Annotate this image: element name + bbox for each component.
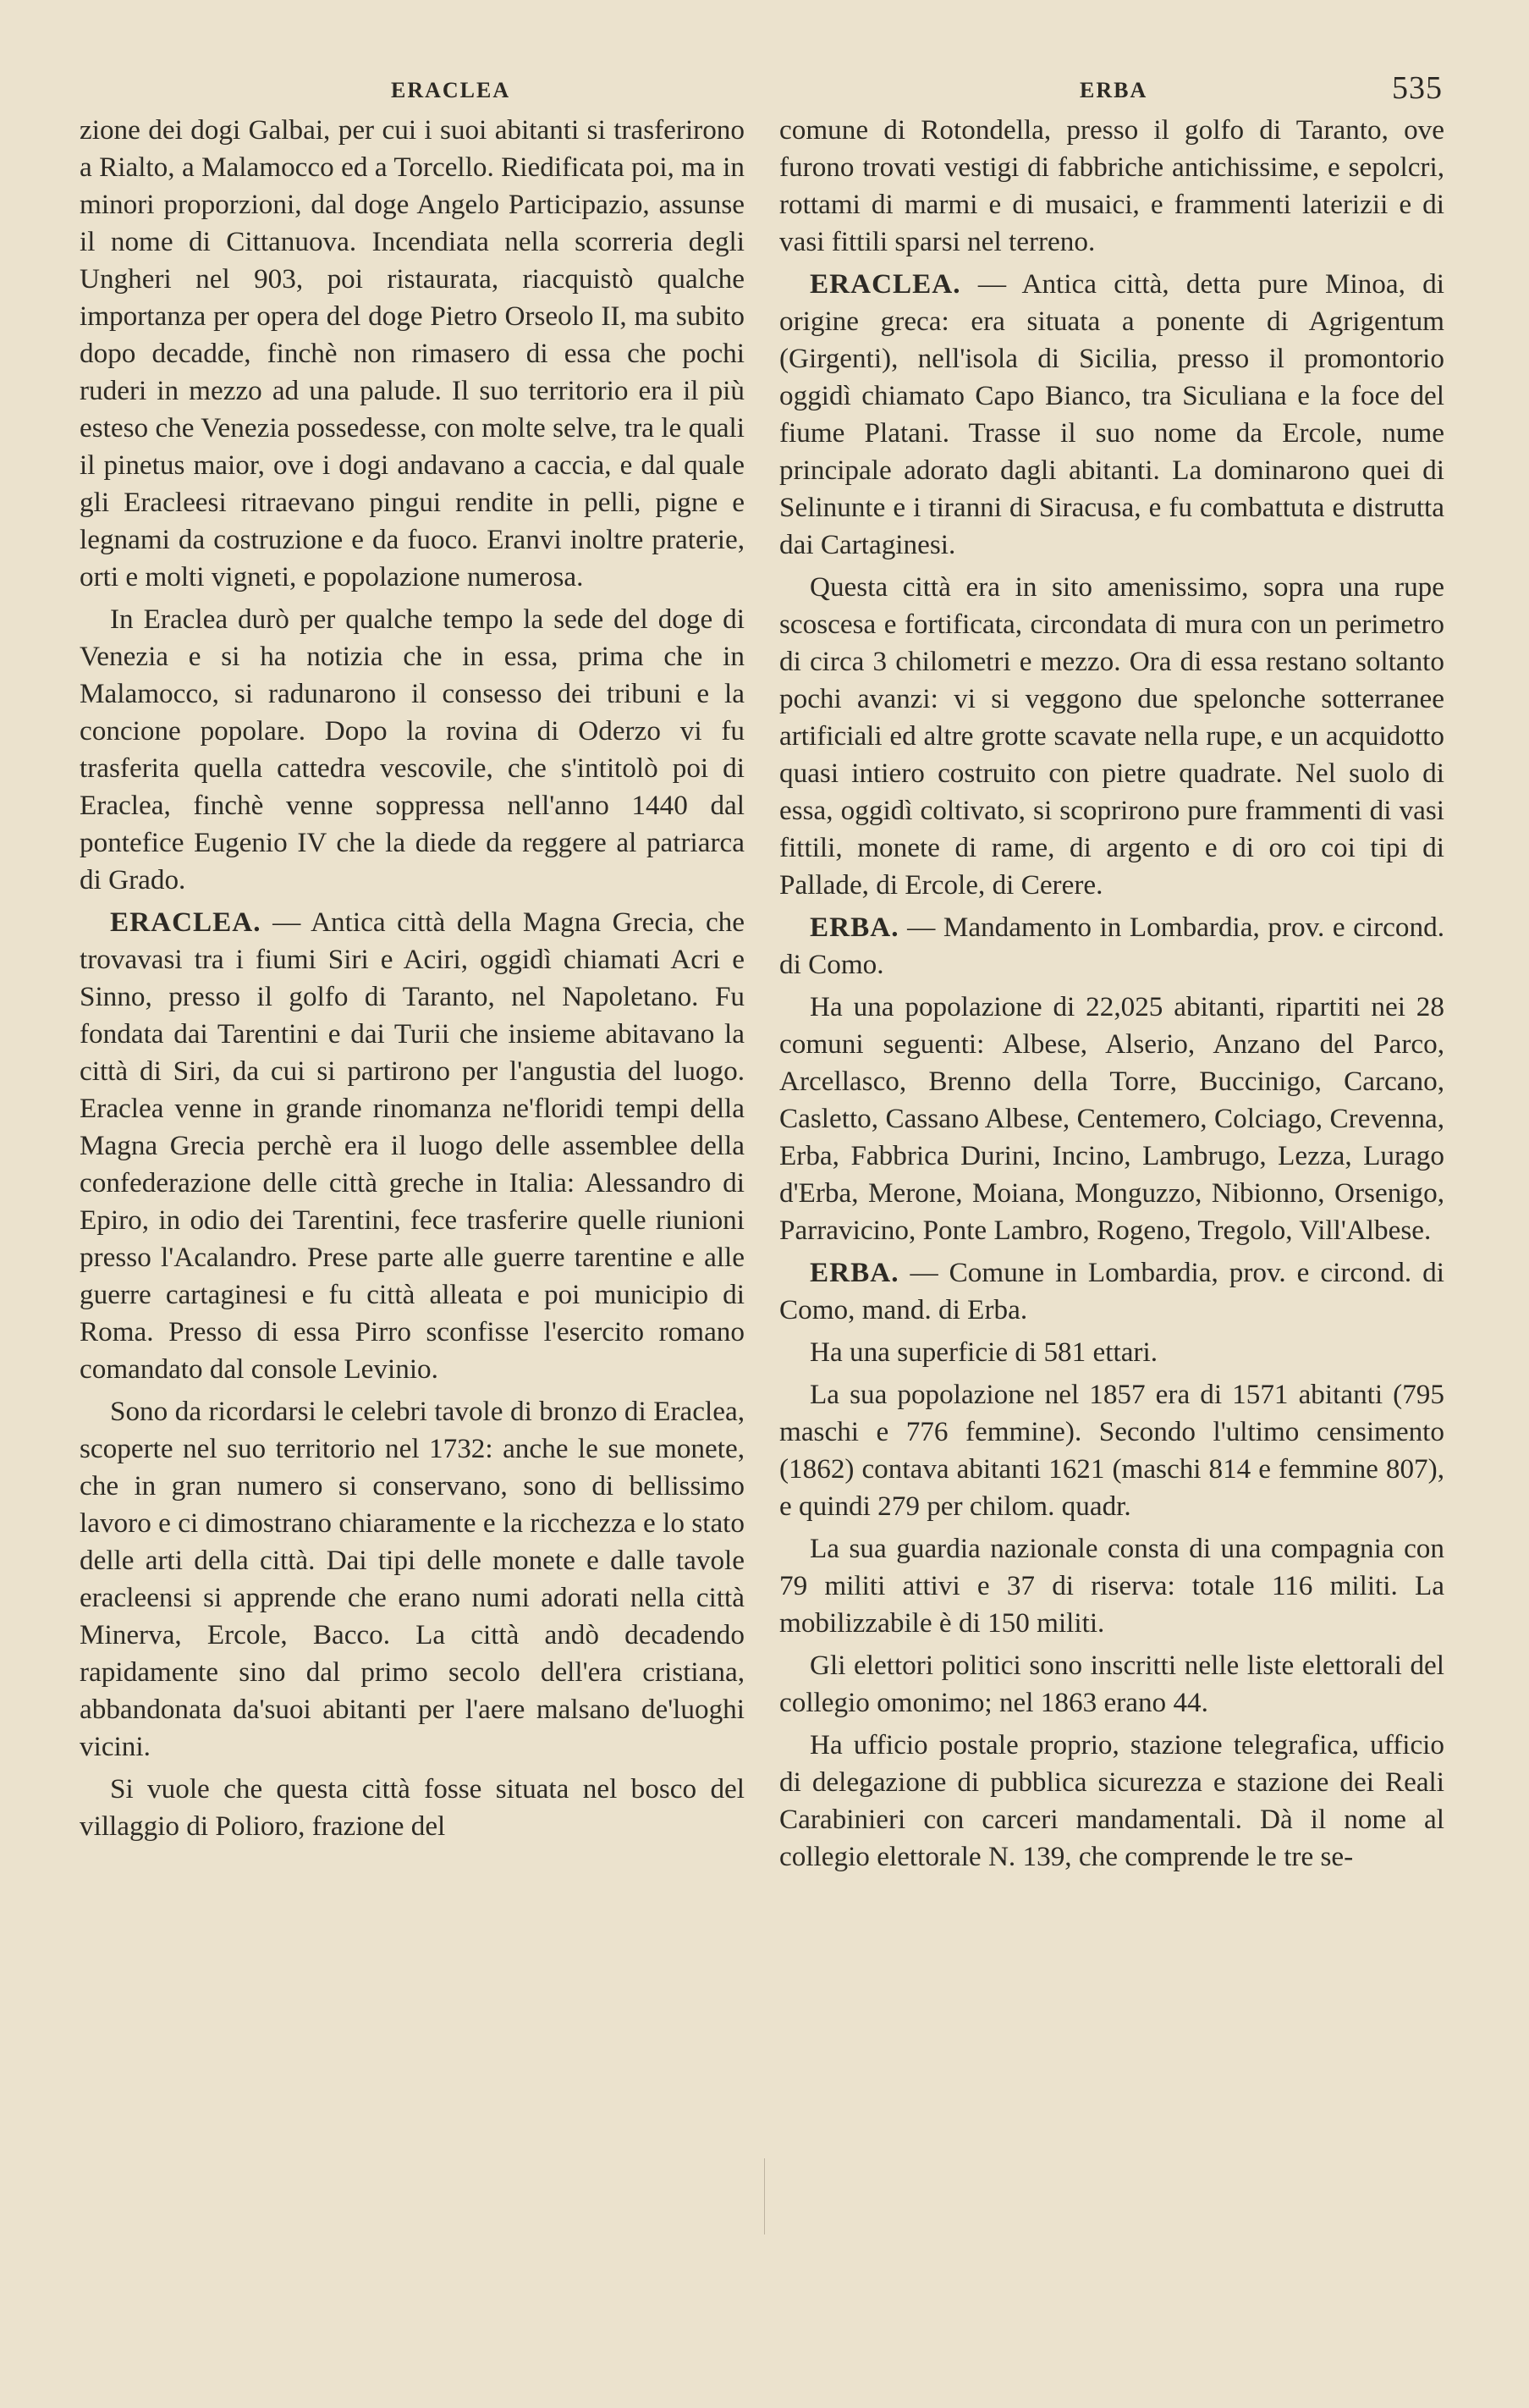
continued-paragraph xyxy=(779,112,1444,261)
dictionary-entry xyxy=(80,904,745,1388)
paragraph-text: — Mandamento in Lombardia, prov. e circond. di Como. xyxy=(779,912,1444,980)
entry-headword: ERACLEA. xyxy=(110,906,261,938)
dictionary-entry xyxy=(779,1254,1444,1329)
running-header xyxy=(0,69,1529,112)
paragraph xyxy=(779,1647,1444,1722)
paragraph xyxy=(779,1334,1444,1371)
right-running-head: ERBA xyxy=(1080,78,1148,102)
entry-headword: ERACLEA. xyxy=(810,268,961,300)
left-running-head: ERACLEA xyxy=(391,78,511,102)
entry-headword: ERBA. xyxy=(810,912,899,943)
paragraph-text: Sono da ricordarsi le celebri tavole di bronzo di Eraclea, scoperte nel suo territorio nel 1732: anche le sue monete, che in gran numero si conservano, sono di bellissimo lavoro e ci dimostrano chiaramente e la ricchezza e lo stato delle arti della città. Dai tipi delle monete e dalle tavole eracleensi si apprende che erano numi adorati nella città Minerva, Ercole, Bacco. La città andò decadendo rapidamente sino dal primo secolo dell'era cristiana, abbandonata da'suoi abitanti per l'aere malsano de'luoghi vicini. xyxy=(80,1396,745,1762)
paragraph-text: In Eraclea durò per qualche tempo la sede del doge di Venezia e si ha notizia che in essa, prima che in Malamocco, si radunarono il consesso dei tribuni e la concione popolare. Dopo la rovina di Oderzo vi fu trasferita quella cattedra vescovile, che s'intitolò poi di Eraclea, finchè venne soppressa nell'anno 1440 dal pontefice Eugenio IV che la diede da reggere al patriarca di Grado. xyxy=(80,603,745,895)
dictionary-entry xyxy=(779,266,1444,564)
left-column xyxy=(80,112,745,1850)
paragraph-text: Ha una superficie di 581 ettari. xyxy=(810,1336,1158,1368)
paragraph xyxy=(779,1376,1444,1525)
paragraph-text: Gli elettori politici sono inscritti nelle liste elettorali del collegio omonimo; nel 1863 erano 44. xyxy=(779,1650,1444,1718)
dictionary-entry xyxy=(779,909,1444,984)
paragraph-text: — Comune in Lombardia, prov. e circond. di Como, mand. di Erba. xyxy=(779,1257,1444,1325)
paragraph-text: — Antica città della Magna Grecia, che trovavasi tra i fiumi Siri e Aciri, oggidì chiamati Acri e Sinno, presso il golfo di Taranto, nel Napoletano. Fu fondata dai Tarentini e dai Turii che insieme abitavano la città di Siri, da cui si partirono per l'angustia del luogo. Eraclea venne in grande rinomanza ne'floridi tempi della Magna Grecia perchè era il luogo delle assemblee della confederazione delle città greche in Italia: Alessandro di Epiro, in odio dei Tarentini, fece trasferire quelle riunioni presso l'Acalandro. Prese parte alle guerre tarentine e alle guerre cartaginesi e fu città alleata e poi municipio di Roma. Presso di essa Pirro sconfisse l'esercito romano comandato dal console Levinio. xyxy=(80,906,745,1385)
paragraph-text: zione dei dogi Galbai, per cui i suoi abitanti si trasferirono a Rialto, a Malamocco ed a Torcello. Riedificata poi, ma in minori proporzioni, dal doge Angelo Participazio, assunse il nome di Cittanuova. Incendiata nella scorreria degli Ungheri nel 903, poi ristaurata, riacquistò qualche importanza per opera del doge Pietro Orseolo II, ma subito dopo decadde, finchè non rimasero di essa che pochi ruderi in mezzo ad una palude. Il suo territorio era il più esteso che Venezia possedesse, con molte selve, tra le quali il pinetus maior, ove i dogi andavano a caccia, e dal quale gli Eracleesi ritraevano pingui rendite in pelli, pigne e legnami da costruzione e da fuoco. Eranvi inoltre praterie, orti e molti vigneti, e popolazione numerosa. xyxy=(80,114,745,592)
paragraph-text: Questa città era in sito amenissimo, sopra una rupe scoscesa e fortificata, circondata di mura con un perimetro di circa 3 chilometri e mezzo. Ora di essa restano soltanto pochi avanzi: vi si veggono due spelonche sotterranee artificiali ed altre grotte scavate nella rupe, e un acquidotto quasi intiero costruito con pietre quadrate. Nel suolo di essa, oggidì coltivato, si scoprirono pure frammenti di vasi fittili, monete di rame, di argento e di oro coi tipi di Pallade, di Ercole, di Cerere. xyxy=(779,571,1444,901)
column-divider xyxy=(764,2158,765,2234)
paragraph xyxy=(779,989,1444,1249)
paragraph xyxy=(779,569,1444,904)
paragraph xyxy=(80,601,745,899)
continued-paragraph xyxy=(80,112,745,596)
paragraph-text: comune di Rotondella, presso il golfo di Taranto, ove furono trovati vestigi di fabbriche antichissime, e sepolcri, rottami di marmi e di musaici, e frammenti laterizii e di vasi fittili sparsi nel terreno. xyxy=(779,114,1444,257)
paragraph xyxy=(779,1530,1444,1642)
page-number: 535 xyxy=(1392,70,1443,106)
paragraph-text: La sua guardia nazionale consta di una compagnia con 79 militi attivi e 37 di riserva: totale 116 militi. La mobilizzabile è di 150 militi. xyxy=(779,1533,1444,1639)
paragraph-text: Si vuole che questa città fosse situata nel bosco del villaggio di Polioro, frazione del xyxy=(80,1773,745,1842)
paragraph-text: — Antica città, detta pure Minoa, di origine greca: era situata a ponente di Agrigentum (Girgenti), nell'isola di Sicilia, presso il promontorio oggidì chiamato Capo Bianco, tra Siculiana e la foce del fiume Platani. Trasse il suo nome da Ercole, nume principale adorato dagli abitanti. La dominarono quei di Selinunte e i tiranni di Siracusa, e fu combattuta e distrutta dai Cartaginesi. xyxy=(779,268,1444,560)
paragraph-text: Ha una popolazione di 22,025 abitanti, ripartiti nei 28 comuni seguenti: Albese, Alserio, Anzano del Parco, Arcellasco, Brenno della Torre, Buccinigo, Carcano, Casletto, Cassano Albese, Centemero, Colciago, Crevenna, Erba, Fabbrica Durini, Incino, Lambrugo, Lezza, Lurago d'Erba, Merone, Moiana, Monguzzo, Nibionno, Orsenigo, Parravicino, Ponte Lambro, Rogeno, Tregolo, Vill'Albese. xyxy=(779,991,1444,1246)
paragraph-text: Ha ufficio postale proprio, stazione telegrafica, ufficio di delegazione di pubblica sicurezza e stazione dei Reali Carabinieri con carceri mandamentali. Dà il nome al collegio elettorale N. 139, che comprende le tre se- xyxy=(779,1729,1444,1872)
paragraph xyxy=(80,1393,745,1766)
entry-headword: ERBA. xyxy=(810,1257,899,1288)
paragraph xyxy=(779,1727,1444,1876)
right-column xyxy=(779,112,1444,1881)
paragraph-text: La sua popolazione nel 1857 era di 1571 abitanti (795 maschi e 776 femmine). Secondo l'ultimo censimento (1862) contava abitanti 1621 (maschi 814 e femmine 807), e quindi 279 per chilom. quadr. xyxy=(779,1379,1444,1522)
paragraph xyxy=(80,1771,745,1845)
